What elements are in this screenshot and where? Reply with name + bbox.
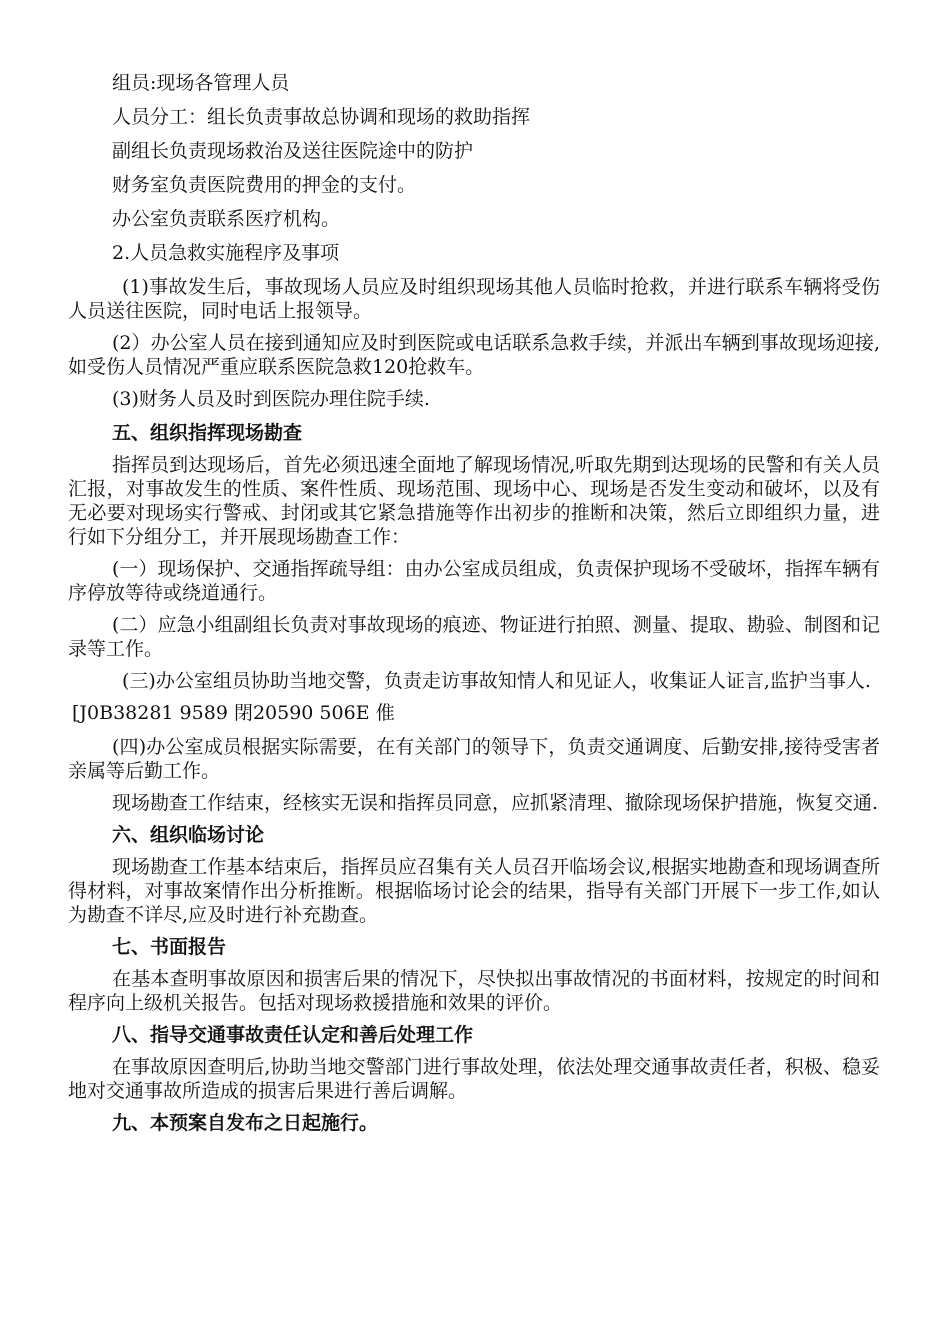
section-heading-9: 九、本预案自发布之日起施行。 (112, 1112, 379, 1134)
paragraph-rescue-step-3: (3)财务人员及时到医院办理住院手续. (112, 388, 430, 410)
paragraph-rescue-step-2: (2）办公室人员在接到通知应及时到医院或电话联系急救手续，并派出车辆到事故现场迎接,如受伤人员情况严重应联系医院急救120抢救车。 (68, 332, 880, 378)
section-heading-7: 七、书面报告 (112, 936, 227, 958)
paragraph-rescue-procedure-title: 2.人员急救实施程序及事项 (112, 242, 340, 264)
paragraph-written-report: 在基本查明事故原因和损害后果的情况下，尽快拟出事故情况的书面材料，按规定的时间和程序向上级机关报告。包括对现场救援措施和效果的评价。 (68, 968, 880, 1014)
paragraph-responsibility: 在事故原因查明后,协助当地交警部门进行事故处理，依法处理交通事故责任者，积极、稳妥地对交通事故所造成的损害后果进行善后调解。 (68, 1056, 880, 1102)
paragraph-onsite-discussion: 现场勘查工作基本结束后，指挥员应召集有关人员召开临场会议,根据实地勘查和现场调查所得材料，对事故案情作出分析推断。根据临场讨论会的结果，指导有关部门开展下一步工作,如认为勘查不详尽,应及时进行补充勘查。 (68, 856, 880, 926)
paragraph-division-of-labor: 人员分工：组长负责事故总协调和现场的救助指挥 (112, 106, 531, 128)
paragraph-survey-finish: 现场勘查工作结束，经核实无误和指挥员同意，应抓紧清理、撤除现场保护措施，恢复交通. (112, 792, 879, 814)
paragraph-group-1: (一）现场保护、交通指挥疏导组：由办公室成员组成，负责保护现场不受破坏，指挥车辆有序停放等待或绕道通行。 (68, 558, 880, 604)
document-body (68, 71, 880, 1143)
paragraph-group-3: (三)办公室组员协助当地交警，负责走访事故知情人和见证人，收集证人证言,监护当事人. (122, 670, 871, 692)
paragraph-deputy-leader: 副组长负责现场救治及送往医院途中的防护 (112, 140, 474, 162)
paragraph-admin-office: 办公室负责联系医疗机构。 (112, 208, 341, 230)
paragraph-rescue-step-1: (1)事故发生后，事故现场人员应及时组织现场其他人员临时抢救，并进行联系车辆将受伤人员送往医院，同时电话上报领导。 (68, 276, 880, 322)
paragraph-commander-arrival: 指挥员到达现场后，首先必须迅速全面地了解现场情况,听取先期到达现场的民警和有关人员汇报，对事故发生的性质、案件性质、现场范围、现场中心、现场是否发生变动和破坏，以及有无必要对现场实行警戒、封闭或其它紧急措施等作出初步的推断和决策，然后立即组织力量，进行如下分组分工，并开展现场勘查工作： (68, 454, 880, 548)
paragraph-team-members: 组员:现场各管理人员 (112, 72, 290, 94)
section-heading-5: 五、组织指挥现场勘查 (112, 422, 303, 444)
paragraph-group-4: (四)办公室成员根据实际需要，在有关部门的领导下，负责交通调度、后勤安排,接待受害者亲属等后勤工作。 (68, 736, 880, 782)
paragraph-finance-office: 财务室负责医院费用的押金的支付。 (112, 174, 417, 196)
paragraph-group-2: (二）应急小组副组长负责对事故现场的痕迹、物证进行拍照、测量、提取、勘验、制图和记录等工作。 (68, 614, 880, 660)
paragraph-garbled-code: [J0B38281 9589 閉20590 506E 倠 (72, 702, 395, 724)
section-heading-8: 八、指导交通事故责任认定和善后处理工作 (112, 1024, 474, 1046)
section-heading-6: 六、组织临场讨论 (112, 824, 265, 846)
